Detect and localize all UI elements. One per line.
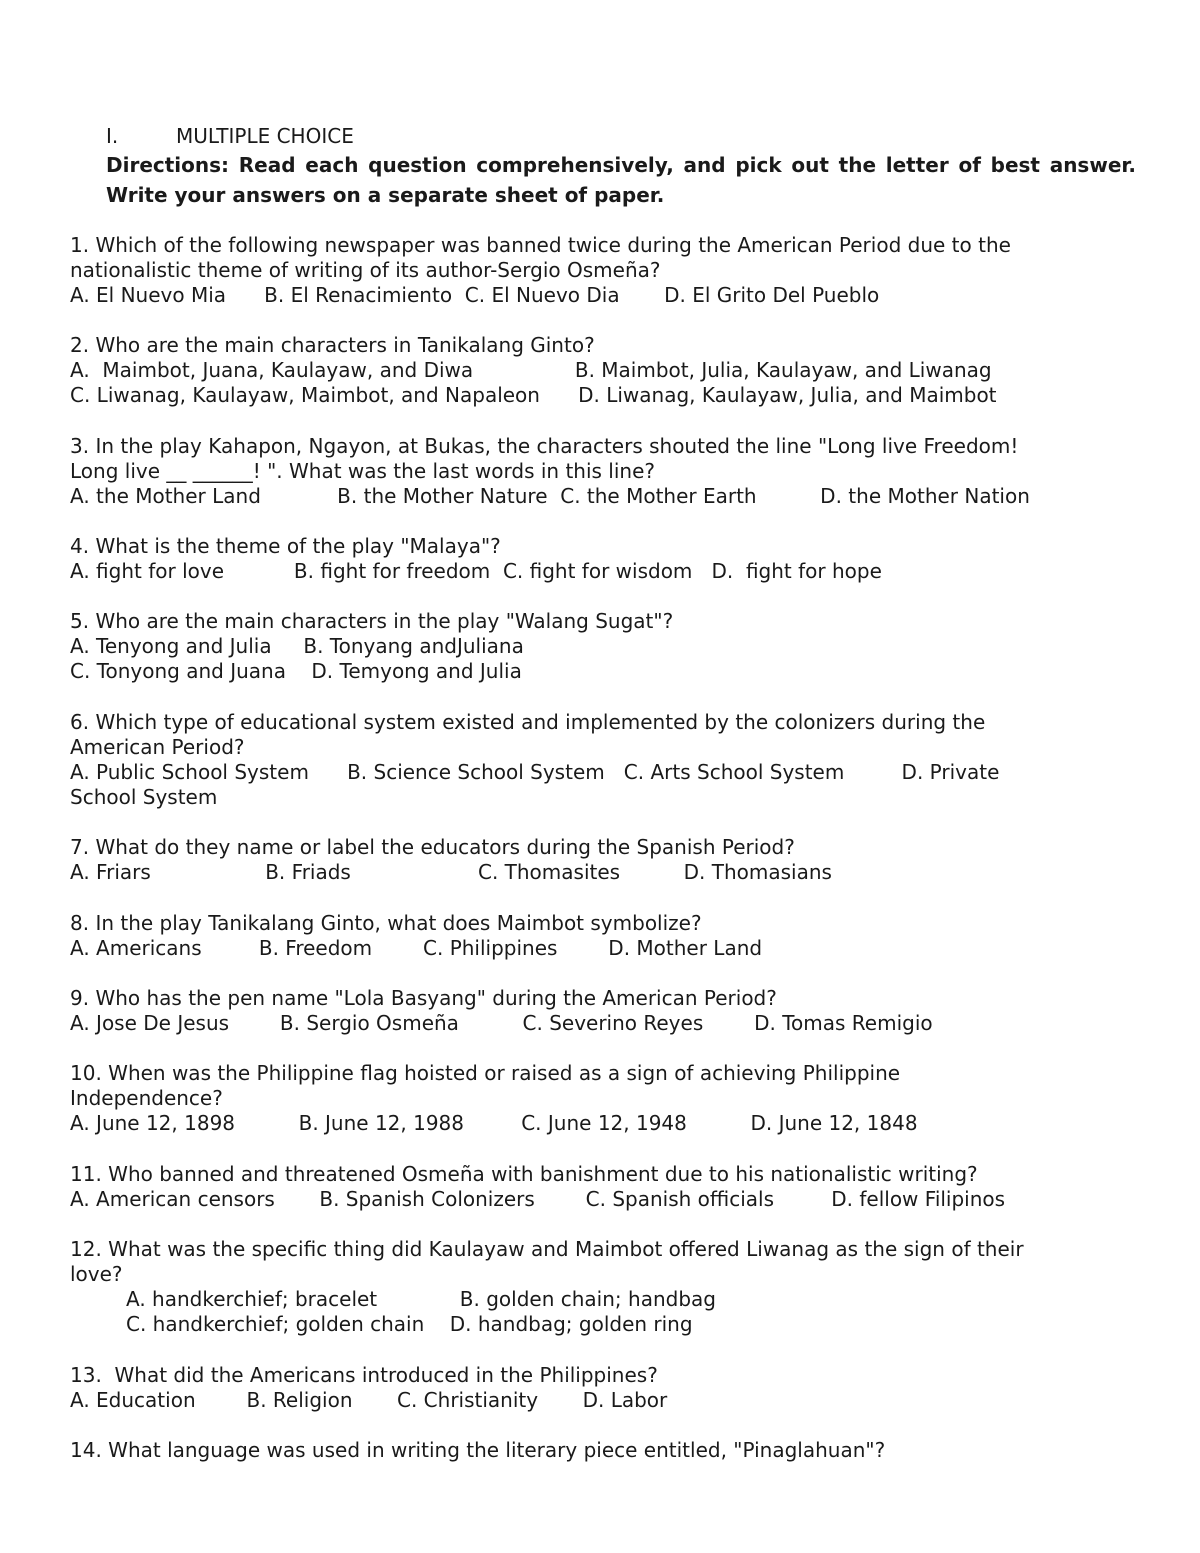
question-text: nationalistic theme of writing of its author-Sergio Osmeña? xyxy=(70,258,661,282)
question-1 xyxy=(70,233,1150,308)
question-2 xyxy=(70,333,1150,408)
question-text: 7. What do they name or label the educators during the Spanish Period? xyxy=(70,835,795,859)
question-text: 10. When was the Philippine flag hoisted or raised as a sign of achieving Philippine xyxy=(70,1061,901,1085)
answer-choices: A. American censors B. Spanish Colonizers C. Spanish officials D. fellow Filipinos xyxy=(70,1187,1006,1211)
answer-choices: A. Tenyong and Julia B. Tonyang andJuliana xyxy=(70,634,524,658)
question-text: 2. Who are the main characters in Tanikalang Ginto? xyxy=(70,333,595,357)
answer-choices: A. Americans B. Freedom C. Philippines D. Mother Land xyxy=(70,936,763,960)
question-9 xyxy=(70,986,1150,1036)
answer-choices: A. handkerchief; bracelet B. golden chain; handbag xyxy=(126,1287,716,1311)
question-12 xyxy=(70,1237,1150,1337)
section-numeral: I. xyxy=(106,124,119,148)
question-10 xyxy=(70,1061,1150,1136)
directions: Directions: Read each question comprehensively, and pick out the letter of best answer. Write your answers on a separate sheet of paper. xyxy=(106,153,1136,207)
section-title: MULTIPLE CHOICE xyxy=(176,124,354,148)
question-text: love? xyxy=(70,1262,123,1286)
answer-choices: A. Friars B. Friads C. Thomasites D. Thomasians xyxy=(70,860,832,884)
question-text: Independence? xyxy=(70,1086,223,1110)
question-8 xyxy=(70,911,1150,961)
answer-choices: A. Public School System B. Science School System C. Arts School System D. Private xyxy=(70,760,1000,784)
question-text: American Period? xyxy=(70,735,245,759)
question-text: 11. Who banned and threatened Osmeña with banishment due to his nationalistic writing? xyxy=(70,1162,978,1186)
question-13 xyxy=(70,1363,1150,1413)
question-text: 13. What did the Americans introduced in the Philippines? xyxy=(70,1363,658,1387)
answer-choices: C. Liwanag, Kaulayaw, Maimbot, and Napaleon D. Liwanag, Kaulayaw, Julia, and Maimbot xyxy=(70,383,997,407)
question-text: 12. What was the specific thing did Kaulayaw and Maimbot offered Liwanag as the sign of their xyxy=(70,1237,1024,1261)
question-text: Long live __ ______! ". What was the last words in this line? xyxy=(70,459,656,483)
section-heading xyxy=(106,124,354,148)
answer-choices: A. Education B. Religion C. Christianity D. Labor xyxy=(70,1388,668,1412)
question-text: 14. What language was used in writing the literary piece entitled, "Pinaglahuan"? xyxy=(70,1438,886,1462)
question-11 xyxy=(70,1162,1150,1212)
answer-choices: A. June 12, 1898 B. June 12, 1988 C. June 12, 1948 D. June 12, 1848 xyxy=(70,1111,918,1135)
question-text: 6. Which type of educational system existed and implemented by the colonizers during the xyxy=(70,710,986,734)
question-text: 9. Who has the pen name "Lola Basyang" during the American Period? xyxy=(70,986,777,1010)
question-6 xyxy=(70,710,1150,810)
question-text: 8. In the play Tanikalang Ginto, what does Maimbot symbolize? xyxy=(70,911,702,935)
question-text: 3. In the play Kahapon, Ngayon, at Bukas, the characters shouted the line "Long live Freedom! xyxy=(70,434,1019,458)
question-text: 5. Who are the main characters in the play "Walang Sugat"? xyxy=(70,609,674,633)
question-7 xyxy=(70,835,1150,885)
answer-choices: A. fight for love B. fight for freedom C. fight for wisdom D. fight for hope xyxy=(70,559,882,583)
answer-choices: C. handkerchief; golden chain D. handbag; golden ring xyxy=(126,1312,693,1336)
question-3 xyxy=(70,434,1150,509)
answer-choices: School System xyxy=(70,785,218,809)
question-text: 1. Which of the following newspaper was banned twice during the American Period due to the xyxy=(70,233,1011,257)
question-text: 4. What is the theme of the play "Malaya"? xyxy=(70,534,501,558)
answer-choices: A. Jose De Jesus B. Sergio Osmeña C. Severino Reyes D. Tomas Remigio xyxy=(70,1011,933,1035)
question-14 xyxy=(70,1438,1150,1463)
answer-choices: A. Maimbot, Juana, Kaulayaw, and Diwa B. Maimbot, Julia, Kaulayaw, and Liwanag xyxy=(70,358,992,382)
answer-choices: C. Tonyong and Juana D. Temyong and Julia xyxy=(70,659,522,683)
question-5 xyxy=(70,609,1150,684)
question-4 xyxy=(70,534,1150,584)
answer-choices: A. the Mother Land B. the Mother Nature C. the Mother Earth D. the Mother Nation xyxy=(70,484,1030,508)
answer-choices: A. El Nuevo Mia B. El Renacimiento C. El Nuevo Dia D. El Grito Del Pueblo xyxy=(70,283,880,307)
